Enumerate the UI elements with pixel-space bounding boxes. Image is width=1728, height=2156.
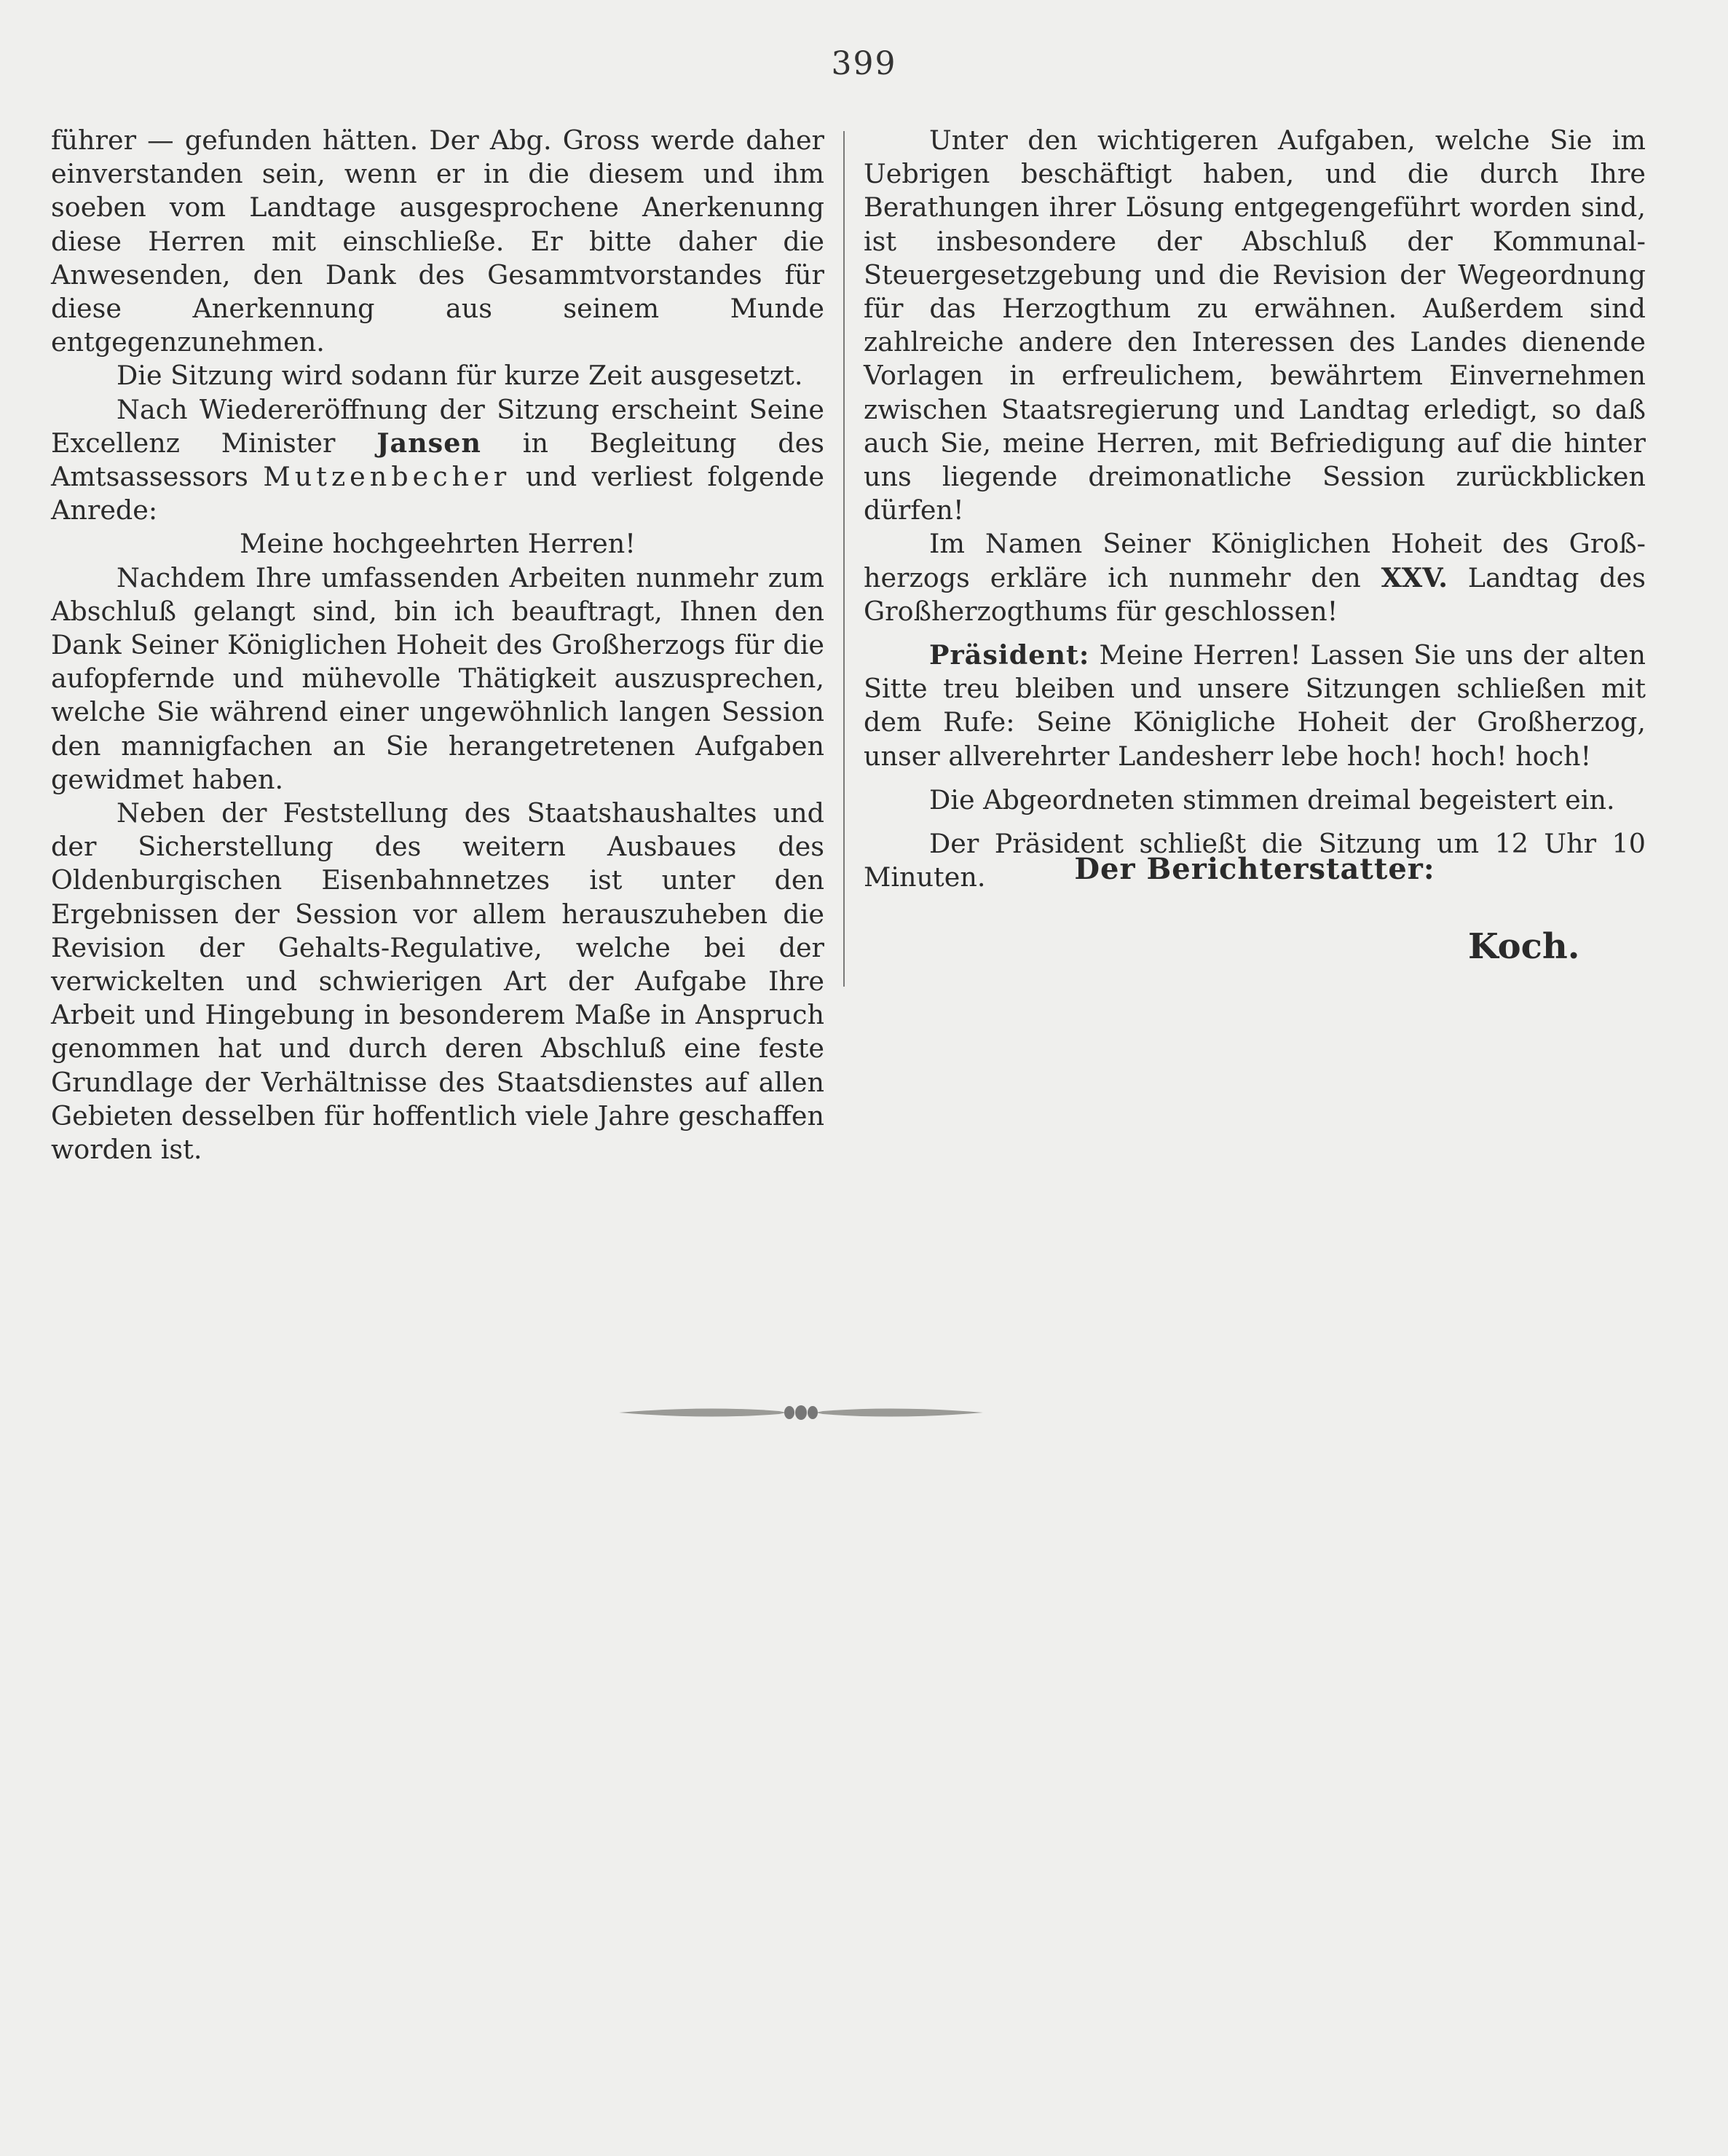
right-paragraph-1: Unter den wichtigeren Aufgaben, welche Sie im Uebrigen beschäftigt haben, und die durch Ihre Berathungen ihrer Lösung entgegengeführt worden sind, ist insbesondere der Abschluß der Kommunal-Steuergesetzgebung und die Revision der Wegeordnung für das Herzogthum zu erwähnen. Außerdem sind zahlreiche andere den Interessen des Landes dienende Vorlagen in erfreulichem, bewährtem Einvernehmen zwischen Staatsregierung und Landtag erledigt, so daß auch Sie, meine Herren, mit Befriedigung auf die hinter uns liegende dreimonatliche Session zurückblicken dürfen!: [864, 125, 1646, 526]
minister-after-text: und verliest folgende Anrede:: [51, 461, 824, 526]
left-paragraph-2: Die Sitzung wird sodann für kurze Zeit ausgesetzt.: [117, 360, 803, 392]
left-paragraph-1: führer — gefunden hätten. Der Abg. Gross werde daher einverstanden sein, wenn er in die diesem und ihm soeben vom Landtage ausgesprochene Anerkenunng diese Herren mit einschließe. Er bitte daher die Anwesenden, den Dank des Gesammtvorstandes für diese Anerkennung aus seinem Munde entgegenzunehmen.: [51, 125, 824, 358]
minister-middle-text: in Begleitung des Amtsassessors: [51, 427, 824, 493]
right-paragraph-3: [864, 639, 1646, 773]
assessor-name: Mutzenbecher: [263, 461, 511, 493]
ornament-divider-icon: [612, 1398, 990, 1427]
right-column: [864, 124, 1646, 894]
minister-name: Jansen: [376, 427, 481, 459]
reporter-name: Koch.: [1468, 926, 1580, 967]
closing-text-after: Landtag des Großherzogthums für geschlossen!: [864, 561, 1646, 627]
president-speaker-label: Präsident:: [929, 639, 1090, 671]
right-paragraph-2: [864, 527, 1646, 628]
left-paragraph-3: [51, 393, 824, 528]
closing-text-before: Im Namen Seiner Königlichen Hoheit des Großherzogs erkläre ich nunmehr den: [864, 528, 1646, 593]
minister-intro-text: Nach Wiedereröffnung der Sitzung erscheint Seine Excellenz Minister: [51, 393, 824, 459]
right-paragraph-4: Die Abgeordneten stimmen dreimal begeistert ein.: [929, 783, 1615, 816]
salutation: Meine hochgeehrten Herren!: [240, 528, 636, 560]
page-number: 399: [831, 45, 897, 82]
left-paragraph-4: Nachdem Ihre umfassenden Arbeiten nunmehr zum Abschluß gelangt sind, bin ich beauftragt, Ihnen den Dank Seiner Königlichen Hoheit des Großherzogs für die aufopfernde und mühevolle Thätigkeit auszusprechen, welche Sie während einer ungewöhnlich langen Session den mannigfachen an Sie herangetretenen Aufgaben gewidmet haben.: [51, 561, 824, 795]
left-paragraph-5: Neben der Feststellung des Staatshaushaltes und der Sicherstellung des weitern Ausbaues des Oldenburgischen Eisenbahnnetzes ist unter den Ergebnissen der Session vor allem herauszuheben die Revision der Gehalts-Regulative, welche bei der verwickelten und schwierigen Art der Aufgabe Ihre Arbeit und Hingebung in besonderem Maße in Anspruch genommen hat und durch deren Abschluß eine feste Grundlage der Verhältnisse des Staatsdienstes auf allen Gebieten desselben für hoffentlich viele Jahre geschaffen worden ist.: [51, 797, 824, 1166]
president-speech: Meine Herren! Lassen Sie uns der alten Sitte treu bleiben und unsere Sitzungen schließen mit dem Rufe: Seine Königliche Hoheit der Großherzog, unser allverehrter Landesherr lebe hoch! hoch! hoch!: [864, 639, 1646, 772]
column-divider: [843, 131, 845, 987]
reporter-label: Der Berichterstatter:: [1074, 852, 1435, 886]
landtag-number: XXV.: [1381, 561, 1448, 593]
left-column: [51, 124, 824, 1166]
right-paragraph-5: Der Präsident schließt die Sitzung um 12 Uhr 10 Minuten.: [864, 828, 1646, 893]
